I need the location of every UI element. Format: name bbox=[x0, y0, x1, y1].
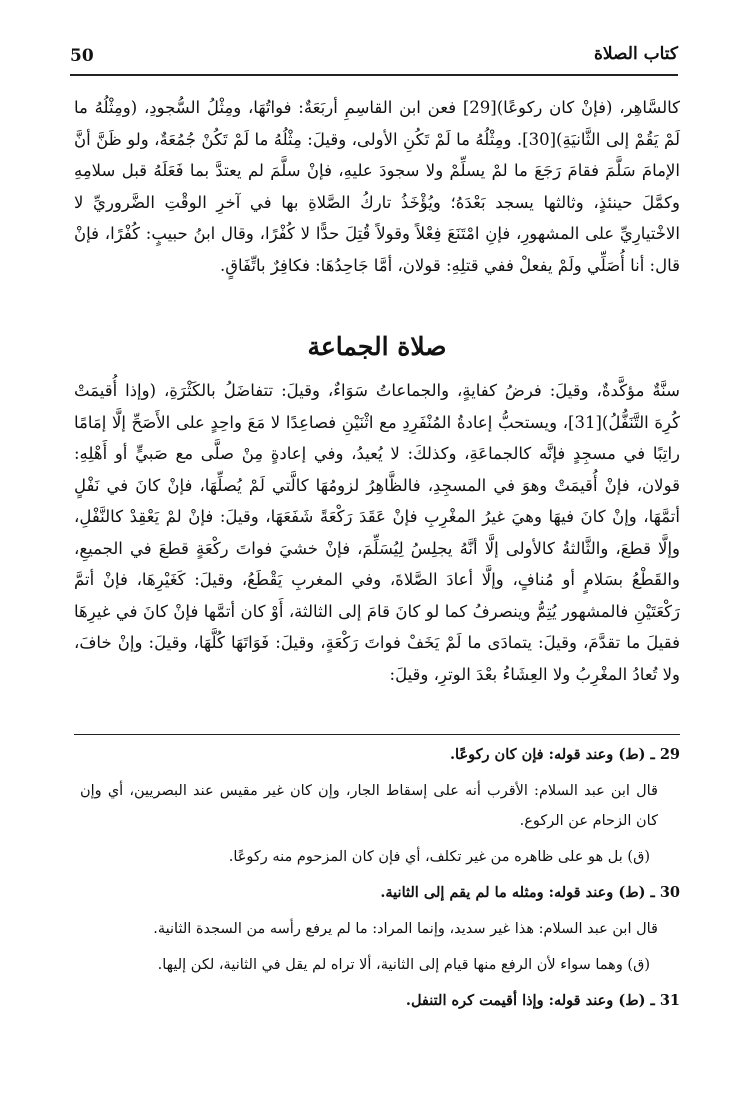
header-rule bbox=[70, 74, 678, 76]
page-number: 50 bbox=[70, 46, 94, 66]
body-paragraph-2: سنَّةٌ مؤكَّدةٌ، وقيلَ: فرضُ كفايةٍ، والجماعاتُ سَوَاءٌ، وقيلَ: تتفاضَلُ بالكَثْرَةِ، (وإذا أُقيمَتْ كُرِهَ التَّنَفُّلُ)[31]، ويستحبُّ إعادةُ المُنْفَرِدِ مع اثْنَيْنِ فصاعِدًا لا مَعَ واحِدٍ على الأَصَحِّ إلَّا إمَامًا راتِبًا في مسجِدٍ فإنَّه كالجماعَةِ، وكذلكَ: لا يُعيدُ، وفي إعادةٍ مِنْ صلَّى مع صَبيٍّ أو أَهْلِهِ: قولان، فإنْ أُقيمَتْ وهوَ في المسجِدِ، فالظَّاهِرُ لزومُهَا كالَّتي لَمْ يُصلِّهَا، فإنْ كانَ في نَفْلٍ أتمَّهَا، وإنْ كانَ فيهَا وهيَ غيرُ المغْرِبِ فإنْ عَقَدَ رَكْعَةً شَفَعَهَا، وقيلَ: فإنْ لمْ يَعْقِدْ كالنَّفْلِ، وإلَّا قطعَ، والثَّالثةُ كالأولى إلَّا أنَّهُ يجلِسُ لِيُسَلِّمَ، فإنْ خشيَ فواتَ ركْعَةٍ قطعَ في الجميعِ، والقَطْعُ بسَلامٍ أو مُنافٍ، وإلَّا أعادَ الصَّلاةَ، وفي المغربِ يَقْطَعُ، وقيلَ: كَغَيْرِهَا، فإنْ أتمَّ رَكْعَتَيْنِ فالمشهور يُتِمُّ وينصرفُ كما لو كانَ قامَ إلى الثالثة، أَوْ كان أتمَّها فإنْ كانَ في غيرِهَا فقيلَ ما تقدَّمَ، وقيلَ: يتمادَى ما لَمْ يَخَفْ فواتَ رَكْعَةٍ، وقيلَ: فَوَاتَهَا كُلَّهَا، وقيلَ: وإنْ خافَ، ولا تُعادُ المغْرِبُ ولا العِشَاءُ بعْدَ الوترِ، وقيلَ: bbox=[74, 381, 680, 684]
footnote-line: 31 ـ (ط) وعند قوله: وإذا أقيمت كره التنفل. bbox=[405, 992, 680, 1009]
footnotes bbox=[80, 740, 680, 1022]
footnote-line: 29 ـ (ط) وعند قوله: فإن كان ركوعًا. bbox=[450, 746, 680, 763]
running-title: كتاب الصلاة bbox=[593, 44, 678, 64]
footnote-rule bbox=[74, 734, 680, 735]
footnote-line: 30 ـ (ط) وعند قوله: ومثله ما لم يقم إلى الثانية. bbox=[380, 884, 680, 901]
footnote-line: (ق) بل هو على ظاهره من غير تكلف، أي فإن كان المزحوم منه ركوعًا. bbox=[228, 849, 650, 865]
body-paragraph-1: كالسَّاهِر، (فإنْ كان ركوعًا)[29] فعن ابن القاسِمِ أربَعَةٌ: فواتُهَا، ومِثْلُ السُّجودِ، (ومِثْلُهُ ما لَمْ يَقُمْ إلى الثَّانيَةِ)[30]. ومِثْلُهُ ما لَمْ تَكُنِ الأولى، وقيلَ: مِثْلُهُ ما لَمْ تَكُنْ جُمُعَةٌ، ولو ظَنَّ أنَّ الإمامَ سَلَّمَ فقامَ رَجَعَ ما لمْ يسلِّمْ ولا سجودَ عليهِ، فإنْ سلَّمَ لم يعتدَّ بما فَعَلَهُ قبل سلامِهِ وكمَّلَ حينئذٍ، وثالثها يسجد بَعْدَهُ؛ ويُؤْخَذُ تاركُ الصَّلاةِ بها في آخرِ الوقْتِ الضَّروريِّ لا الاخْتيارِيِّ على المشهورِ، فإنِ امْتَنَعَ فِعْلاً وقولاً قُتِلَ حدًّا لا كُفْرًا، وقال ابنُ حبيبٍ: كُفْرًا، فإنْ قال: أنا أُصَلِّي ولَمْ يفعلْ ففي قتلِهِ: قولان، أمَّا جَاحِدُهَا: فكافِرٌ باتِّفَاقٍ. bbox=[74, 98, 680, 275]
footnote-line: قال ابن عبد السلام: هذا غير سديد، وإنما المراد: ما لم يرفع رأسه من السجدة الثانية. bbox=[153, 921, 658, 937]
footnote-line: قال ابن عبد السلام: الأقرب أنه على إسقاط الجار، وإن كان غير مقيس عند البصريين، أي وإن كان الزحام عن الركوع. bbox=[80, 783, 658, 829]
section-title: صلاة الجماعة bbox=[307, 332, 447, 361]
page-header bbox=[70, 38, 678, 72]
footnote-line: (ق) وهما سواء لأن الرفع منها قيام إلى الثانية، ألا تراه لم يقل في الثانية، لكن إليها. bbox=[157, 957, 650, 973]
